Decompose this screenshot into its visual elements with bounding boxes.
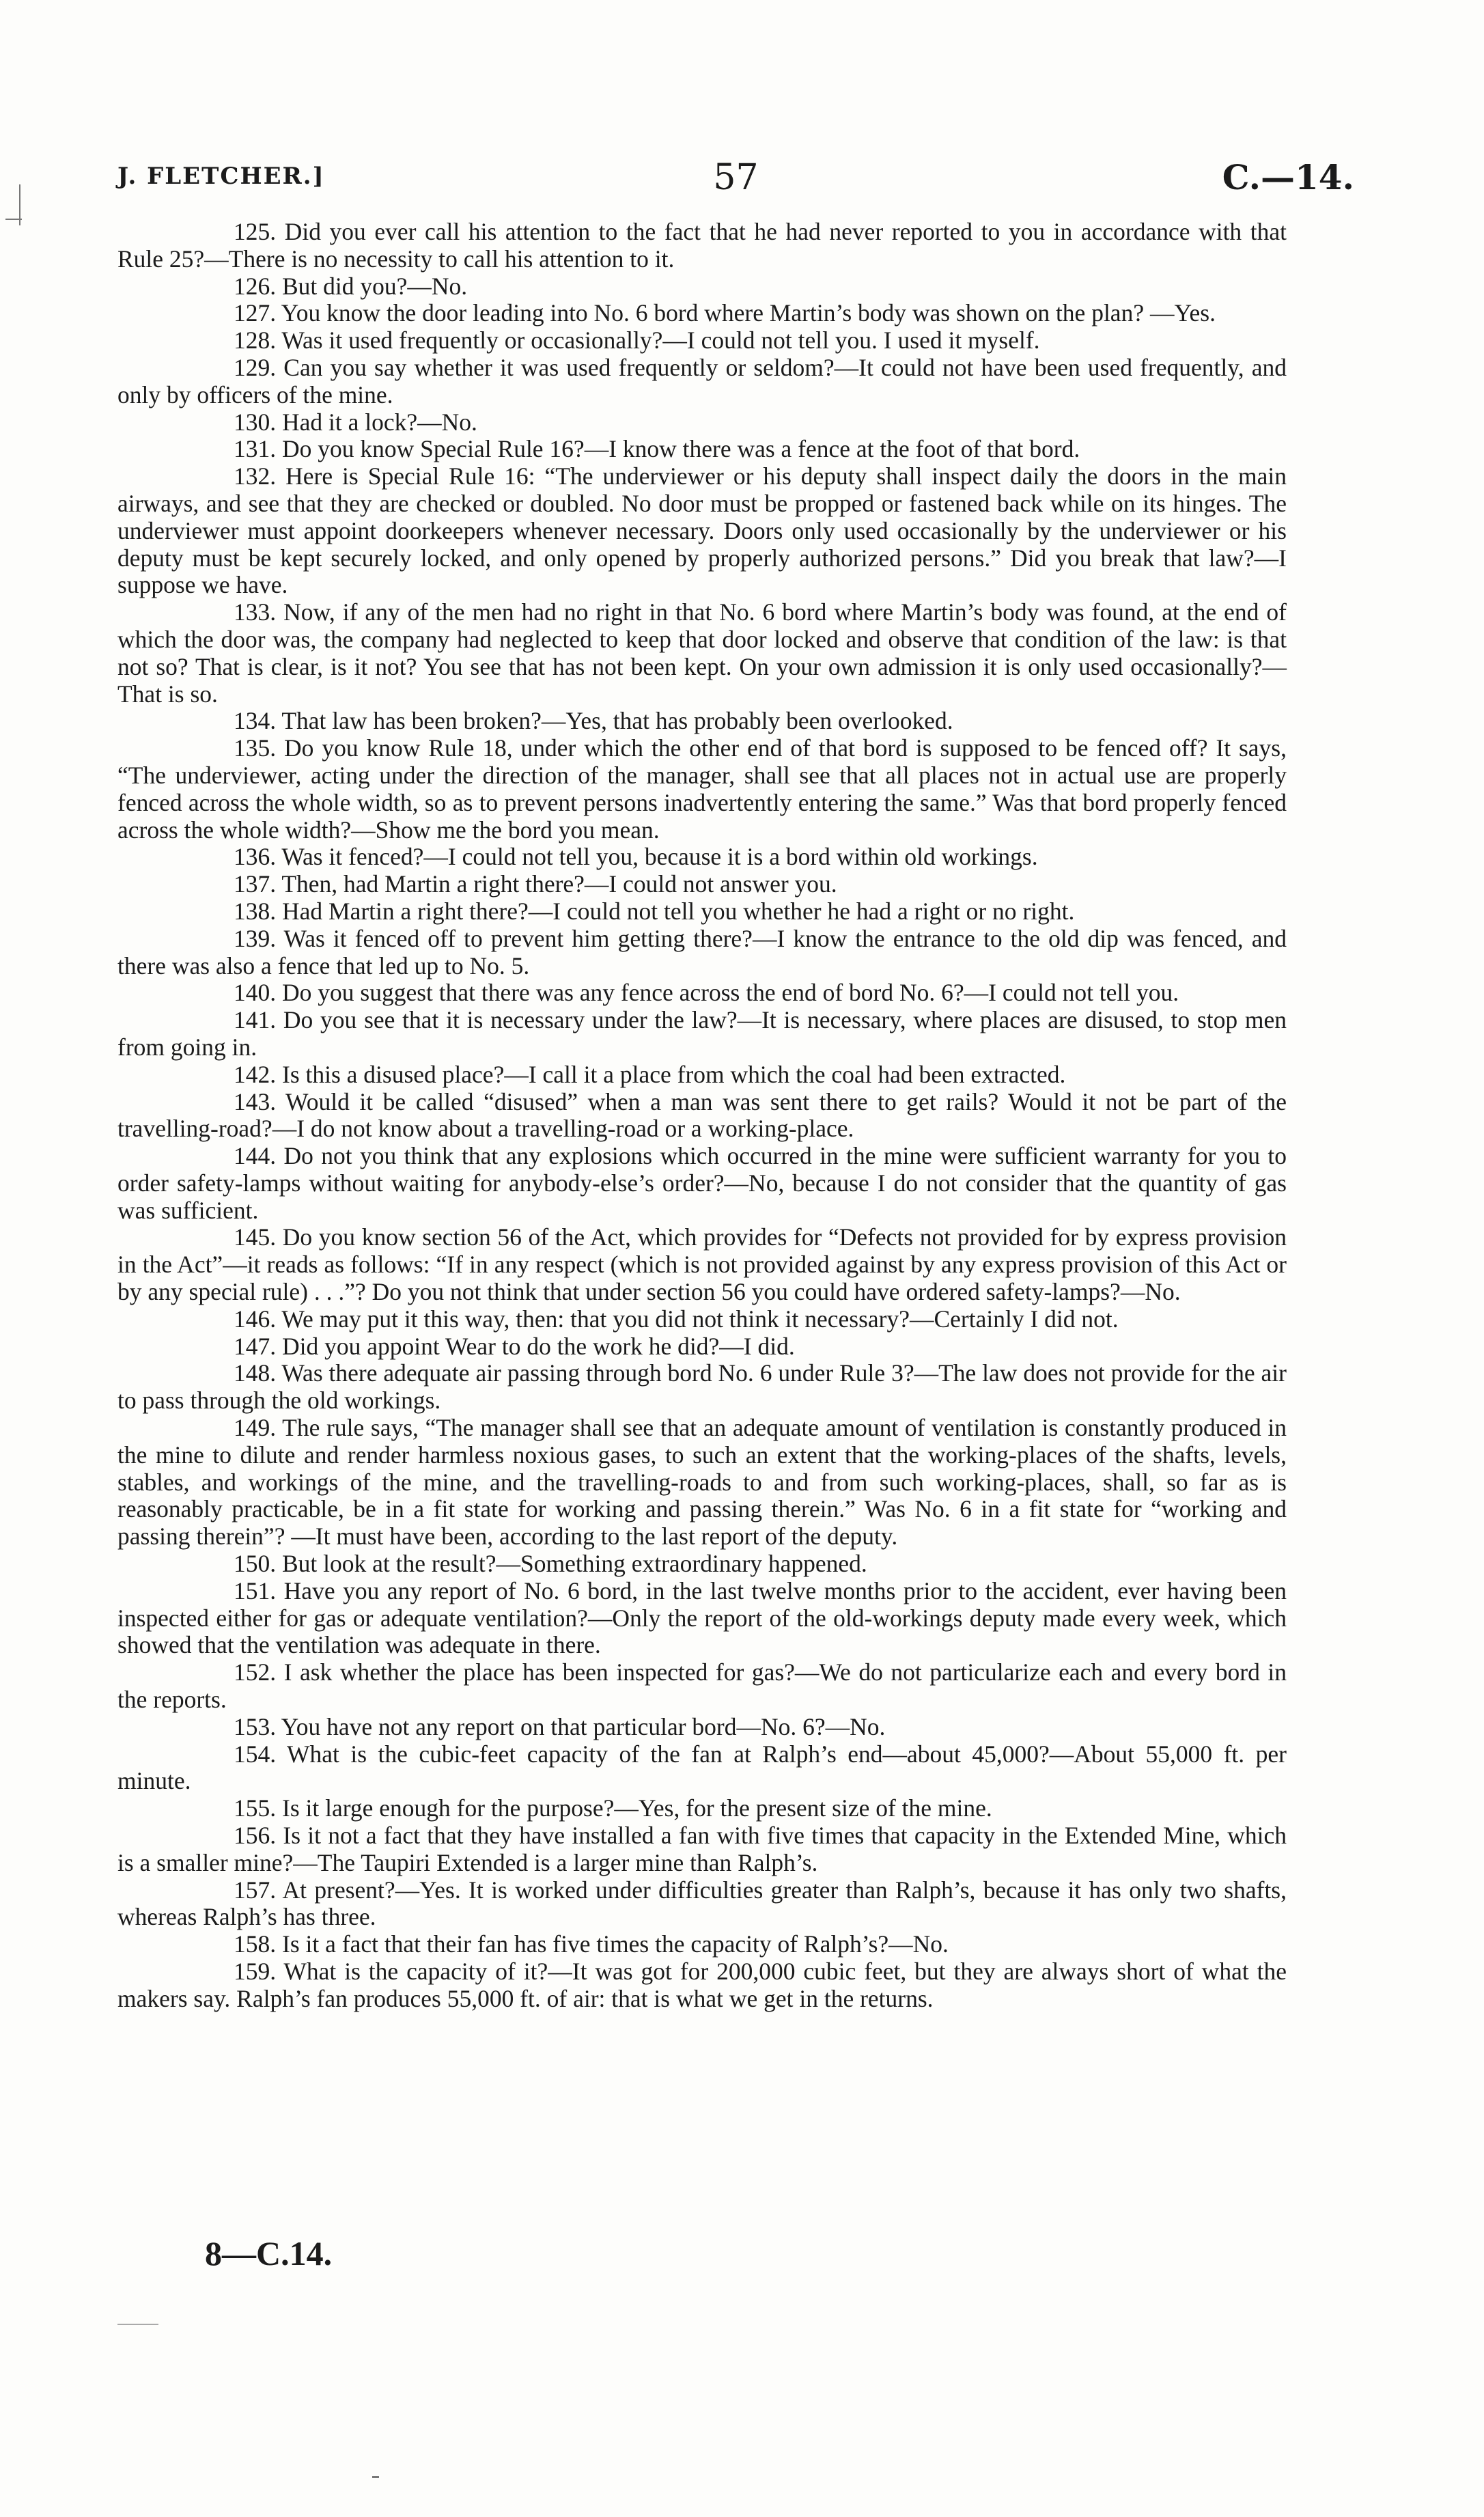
qa-paragraph: 126. But did you?—No. <box>234 272 468 300</box>
qa-paragraph: 159. What is the capacity of it?—It was got for 200,000 cubic feet, but they are always short of what the makers say. Ralph’s fan produces 55,000 ft. of air: that is what we get in the returns. <box>117 1958 1287 2012</box>
qa-paragraph: 131. Do you know Special Rule 16?—I know there was a fence at the foot of that bord. <box>234 435 1080 463</box>
qa-paragraph: 125. Did you ever call his attention to the fact that he had never reported to you in accordance with that Rule 25?—There is no necessity to call his attention to it. <box>117 218 1287 273</box>
qa-paragraph: 156. Is it not a fact that they have installed a fan with five times that capacity in the Extended Mine, which is a smaller mine?—The Taupiri Extended is a larger mine than Ralph’s. <box>117 1822 1287 1876</box>
qa-paragraph: 132. Here is Special Rule 16: “The underviewer or his deputy shall inspect daily the doors in the main airways, and see that they are checked or doubled. No door must be propped or fastened back while on its hinges. The underviewer must appoint doorkeepers whenever necessary. Doors only used occasionally by the underviewer or his deputy must be kept securely locked, and only opened by properly authorized persons.” Did you break that law?—I suppose we have. <box>117 462 1287 599</box>
qa-paragraph: 157. At present?—Yes. It is worked under difficulties greater than Ralph’s, because it has only two shafts, whereas Ralph’s has three. <box>117 1876 1287 1931</box>
qa-paragraph: 134. That law has been broken?—Yes, that has probably been overlooked. <box>234 707 953 735</box>
testimony-body <box>117 219 1287 2013</box>
qa-paragraph: 142. Is this a disused place?—I call it a place from which the coal had been extracted. <box>234 1060 1066 1088</box>
qa-paragraph: 128. Was it used frequently or occasionally?—I could not tell you. I used it myself. <box>234 326 1040 354</box>
qa-paragraph: 135. Do you know Rule 18, under which the other end of that bord is supposed to be fenced off? It says, “The underviewer, acting under the direction of the manager, shall see that all places not in actual use are properly fenced across the whole width, so as to prevent persons inadvertently entering the same.” Was that bord properly fenced across the whole width?—Show me the bord you mean. <box>117 734 1287 844</box>
qa-paragraph: 147. Did you appoint Wear to do the work he did?—I did. <box>234 1332 795 1360</box>
qa-paragraph: 154. What is the cubic-feet capacity of the fan at Ralph’s end—about 45,000?—About 55,000 ft. per minute. <box>117 1740 1287 1795</box>
qa-paragraph: 155. Is it large enough for the purpose?—Yes, for the present size of the mine. <box>234 1794 992 1822</box>
scan-mark <box>372 2476 379 2478</box>
page-number: 57 <box>713 157 759 198</box>
page-header <box>117 157 1354 205</box>
footer-signature: 8—C.14. <box>205 2234 333 2272</box>
qa-paragraph: 144. Do not you think that any explosions which occurred in the mine were sufficient warranty for you to order safety-lamps without waiting for anybody-else’s order?—No, because I do not consider that the quantity of gas was sufficient. <box>117 1142 1287 1224</box>
qa-paragraph: 137. Then, had Martin a right there?—I could not answer you. <box>234 870 837 898</box>
qa-paragraph: 152. I ask whether the place has been inspected for gas?—We do not particularize each and every bord in the reports. <box>117 1658 1287 1714</box>
qa-paragraph: 129. Can you say whether it was used frequently or seldom?—It could not have been used frequently, and only by officers of the mine. <box>117 353 1287 408</box>
scan-mark <box>19 184 20 225</box>
qa-paragraph: 153. You have not any report on that particular bord—No. 6?—No. <box>234 1712 886 1740</box>
document-reference: C.—14. <box>1222 157 1354 197</box>
qa-paragraph: 139. Was it fenced off to prevent him getting there?—I know the entrance to the old dip was fenced, and there was also a fence that led up to No. 5. <box>117 924 1287 979</box>
qa-paragraph: 138. Had Martin a right there?—I could not tell you whether he had a right or no right. <box>234 897 1075 925</box>
qa-paragraph: 145. Do you know section 56 of the Act, which provides for “Defects not provided for by express provision in the Act”—it reads as follows: “If in any respect (which is not provided against by any express provision of this Act or by any special rule) . . .”? Do you not think that under section 56 you could have ordered safety-lamps?—No. <box>117 1223 1287 1306</box>
qa-paragraph: 136. Was it fenced?—I could not tell you, because it is a bord within old workings. <box>234 843 1038 871</box>
qa-paragraph: 130. Had it a lock?—No. <box>234 408 477 436</box>
qa-paragraph: 141. Do you see that it is necessary under the law?—It is necessary, where places are disused, to stop men from going in. <box>117 1006 1287 1061</box>
qa-paragraph: 140. Do you suggest that there was any fence across the end of bord No. 6?—I could not tell you. <box>234 979 1179 1007</box>
qa-paragraph: 146. We may put it this way, then: that you did not think it necessary?—Certainly I did not. <box>234 1305 1119 1333</box>
header-witness-name: J. FLETCHER.] <box>117 163 325 190</box>
qa-paragraph: 151. Have you any report of No. 6 bord, in the last twelve months prior to the accident, ever having been inspected either for gas or adequate ventilation?—Only the report of the old-workings deputy made every week, which showed that the ventilation was adequate in there. <box>117 1576 1287 1659</box>
qa-paragraph: 158. Is it a fact that their fan has five times the capacity of Ralph’s?—No. <box>234 1930 949 1958</box>
qa-paragraph: 148. Was there adequate air passing through bord No. 6 under Rule 3?—The law does not provide for the air to pass through the old workings. <box>117 1359 1287 1415</box>
qa-paragraph: 149. The rule says, “The manager shall see that an adequate amount of ventilation is constantly produced in the mine to dilute and render harmless noxious gases, to such an extent that the working-places of the shafts, levels, stables, and workings of the mine, and the travelling-roads to and from such working-places, shall, so far as is reasonably practicable, be in a fit state for working and passing therein.” Was No. 6 in a fit state for “working and passing therein”? —It must have been, according to the last report of the deputy. <box>117 1414 1287 1550</box>
scan-mark <box>117 2324 158 2325</box>
qa-paragraph: 133. Now, if any of the men had no right in that No. 6 bord where Martin’s body was found, at the end of which the door was, the company had neglected to keep that door locked and observe that condition of the law: is that not so? That is clear, is it not? You see that has not been kept. On your own admission it is only used occasionally?—That is so. <box>117 598 1287 708</box>
qa-paragraph: 127. You know the door leading into No. 6 bord where Martin’s body was shown on the plan? —Yes. <box>234 299 1216 327</box>
qa-paragraph: 143. Would it be called “disused” when a man was sent there to get rails? Would it not be part of the travelling-road?—I do not know about a travelling-road or a working-place. <box>117 1087 1287 1143</box>
qa-paragraph: 150. But look at the result?—Something extraordinary happened. <box>234 1550 867 1578</box>
